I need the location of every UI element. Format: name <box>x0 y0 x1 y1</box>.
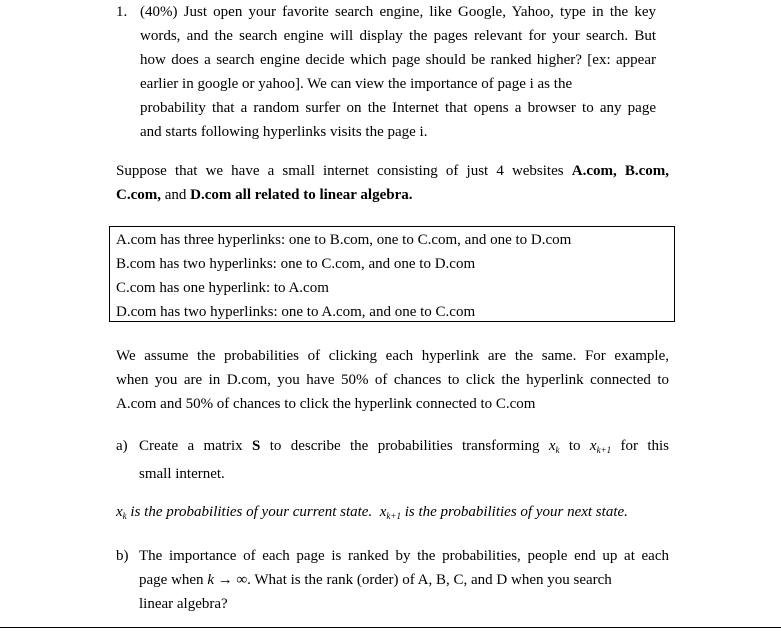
q1-line-2: words, and the search engine will display the pages relevant for your search. But <box>140 28 656 44</box>
suppose-paragraph <box>116 159 669 207</box>
q1-line-6: and starts following hyperlinks visits the page i. <box>140 124 428 140</box>
question-number: 1. <box>116 4 128 20</box>
part-a-text <box>139 434 669 486</box>
assume-line-3: A.com and 50% of chances to click the hyperlink connected to C.com <box>116 396 536 412</box>
part-b-line-3: linear algebra? <box>139 596 228 612</box>
q1-line-1: (40%) Just open your favorite search engine, like Google, Yahoo, type in the key <box>140 4 656 20</box>
page-bottom-rule <box>0 627 781 628</box>
assume-line-2: when you are in D.com, you have 50% of chances to click the hyperlink connected to <box>116 372 669 388</box>
part-a-line-1: Create a matrix S to describe the probabilities transforming $x_k$ to $x_{k+1}$ for this <box>139 438 669 455</box>
box-line-a: A.com has three hyperlinks: one to B.com, one to C.com, and one to D.com <box>116 232 572 248</box>
state-note: $x_k$ is the probabilities of your current state. $x_{k+1}$ is the probabilities of your next state. <box>116 504 628 521</box>
limit-expression: k → ∞ <box>207 572 248 588</box>
part-b-label: b) <box>116 548 129 564</box>
assume-paragraph <box>116 344 669 416</box>
q1-line-3: how does a search engine decide which page should be ranked higher? [ex: appear <box>140 52 656 68</box>
box-line-c: C.com has one hyperlink: to A.com <box>116 280 329 296</box>
part-b-line-1: The importance of each page is ranked by the probabilities, people end up at each <box>139 548 669 564</box>
assume-line-1: We assume the probabilities of clicking each hyperlink are the same. For example, <box>116 348 669 364</box>
part-b-line-2: page when k → ∞. What is the rank (order) of A, B, C, and D when you search <box>139 572 612 588</box>
suppose-line-1: Suppose that we have a small internet consisting of just 4 websites A.com, B.com, <box>116 163 669 179</box>
suppose-line-2: C.com, and D.com all related to linear algebra. <box>116 187 413 203</box>
box-line-d: D.com has two hyperlinks: one to A.com, and one to C.com <box>116 304 476 320</box>
question-1-text <box>140 0 656 144</box>
hyperlinks-box <box>109 226 675 322</box>
part-b-text <box>139 544 669 616</box>
part-a-line-2: small internet. <box>139 466 225 482</box>
part-a-label: a) <box>116 438 128 454</box>
q1-line-4: earlier in google or yahoo]. We can view the importance of page i as the <box>140 76 573 92</box>
box-line-b: B.com has two hyperlinks: one to C.com, and one to D.com <box>116 256 476 272</box>
q1-line-5: probability that a random surfer on the Internet that opens a browser to any page <box>140 100 656 116</box>
